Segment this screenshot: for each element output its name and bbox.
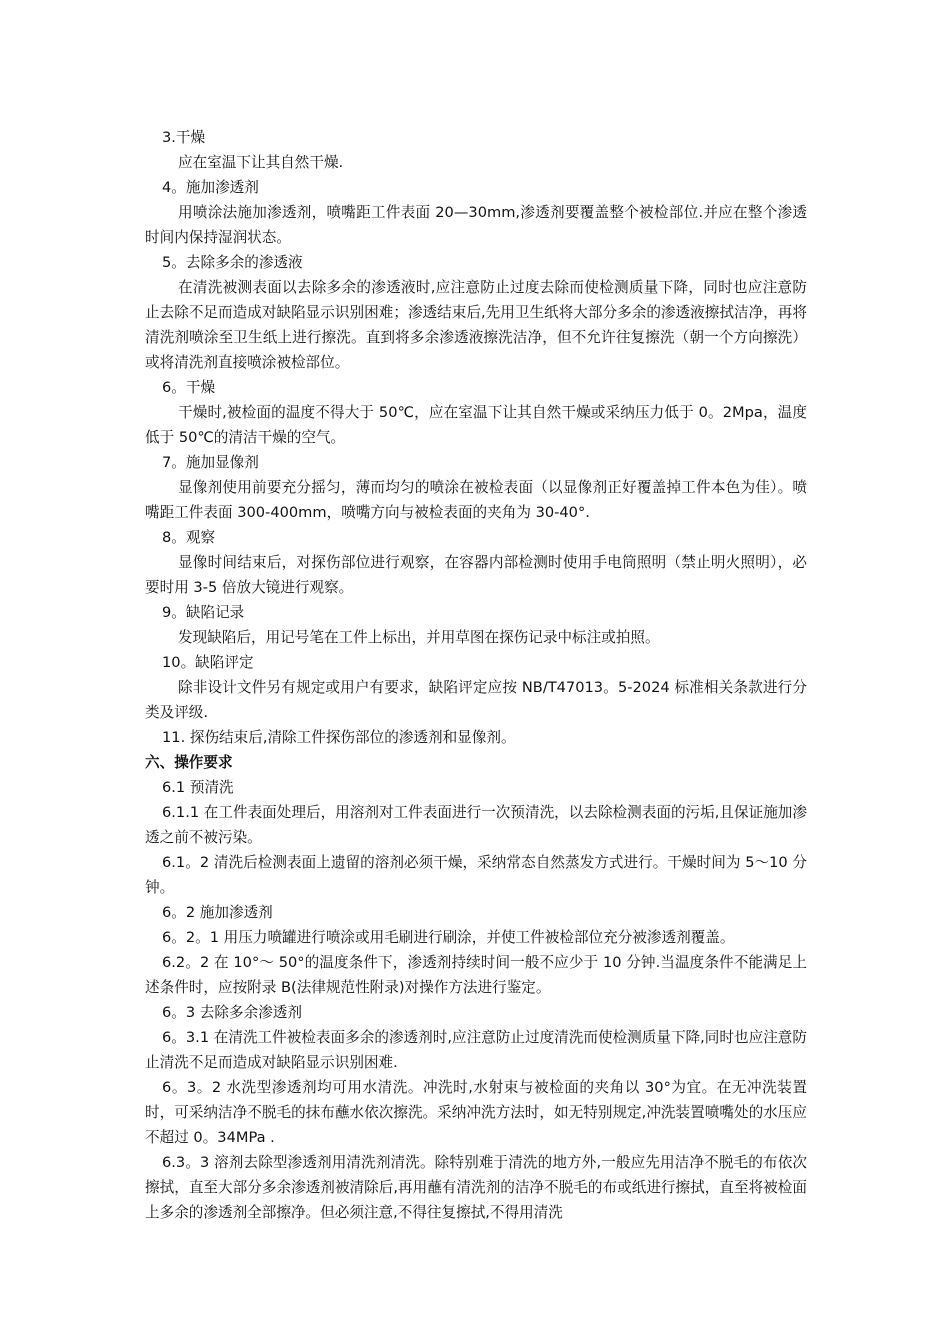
clause-6-1-1: 6.1.1 在工件表面处理后，用溶剂对工件表面进行一次预清洗，以去除检测表面的污垢,且保证施加渗透之前不被污染。	[145, 804, 807, 846]
item-8-heading: 8。观察	[162, 529, 216, 546]
item-9-body: 发现缺陷后，用记号笔在工件上标出，并用草图在探伤记录中标注或拍照。	[178, 629, 660, 646]
clause-6-3-1: 6。3.1 在清洗工件被检表面多余的渗透剂时,应注意防止过度清洗而使检测质量下降,同时也应注意防止清洗不足而造成对缺陷显示识别困难.	[145, 1029, 807, 1071]
item-5-heading: 5。去除多余的渗透液	[162, 254, 303, 271]
item-7-heading: 7。施加显像剂	[162, 454, 259, 471]
clause-6-2-1: 6。2。1 用压力喷罐进行喷涂或用毛刷进行刷涂，并使工件被检部位充分被渗透剂覆盖。	[162, 929, 735, 946]
item-10-heading: 10。缺陷评定	[162, 654, 254, 671]
clause-6-1-2: 6.1。2 清洗后检测表面上遗留的溶剂必须干燥，采纳常态自然蒸发方式进行。干燥时间为 5～10 分钟。	[145, 854, 807, 896]
subsection-6-1-heading: 6.1 预清洗	[162, 779, 234, 796]
section-6-heading: 六、操作要求	[145, 754, 233, 771]
item-8-body: 显像时间结束后，对探伤部位进行观察，在容器内部检测时使用手电筒照明（禁止明火照明），必要时用 3-5 倍放大镜进行观察。	[145, 554, 807, 596]
item-9-heading: 9。缺陷记录	[162, 604, 245, 621]
item-3-body: 应在室温下让其自然干燥.	[178, 154, 344, 171]
document-page	[145, 125, 807, 1225]
clause-6-2-2: 6.2。2 在 10°～ 50°的温度条件下，渗透剂持续时间一般不应少于 10 分钟.当温度条件不能满足上述条件时，应按附录 B(法律规范性附录)对操作方法进行鉴定。	[145, 954, 807, 996]
item-5-body: 在清洗被测表面以去除多余的渗透液时,应注意防止过度去除而使检测质量下降，同时也应注意防止去除不足而造成对缺陷显示识别困难；渗透结束后,先用卫生纸将大部分多余的渗透液擦拭洁净，再将清洗剂喷涂至卫生纸上进行擦洗。直到将多余渗透液擦洗洁净，但不允许往复擦洗（朝一个方向擦洗）或将清洗剂直接喷涂被检部位。	[145, 279, 807, 371]
item-3-heading: 3.干燥	[162, 129, 206, 146]
subsection-6-3-heading: 6。3 去除多余渗透剂	[162, 1004, 302, 1021]
item-4-heading: 4。施加渗透剂	[162, 179, 259, 196]
item-10-body: 除非设计文件另有规定或用户有要求，缺陷评定应按 NB/T47013。5-2024 标准相关条款进行分类及评级.	[145, 679, 807, 721]
item-4-body: 用喷涂法施加渗透剂，喷嘴距工件表面 20—30mm,渗透剂要覆盖整个被检部位.并应在整个渗透时间内保持湿润状态。	[145, 204, 807, 246]
item-6-heading: 6。干燥	[162, 379, 216, 396]
item-11-text: 11. 探伤结束后,清除工件探伤部位的渗透剂和显像剂。	[162, 729, 516, 746]
clause-6-3-3: 6.3。3 溶剂去除型渗透剂用清洗剂清洗。除特别难于清洗的地方外,一般应先用洁净不脱毛的布依次擦拭，直至大部分多余渗透剂被清除后,再用蘸有清洗剂的洁净不脱毛的布或纸进行擦拭，直至将被检面上多余的渗透剂全部擦净。但必须注意,不得往复擦拭,不得用清洗	[145, 1154, 807, 1221]
subsection-6-2-heading: 6。2 施加渗透剂	[162, 904, 273, 921]
item-6-body: 干燥时,被检面的温度不得大于 50℃，应在室温下让其自然干燥或采纳压力低于 0。2Mpa，温度低于 50℃的清洁干燥的空气。	[145, 404, 807, 446]
item-7-body: 显像剂使用前要充分摇匀，薄而均匀的喷涂在被检表面（以显像剂正好覆盖掉工件本色为佳）。喷嘴距工件表面 300-400mm，喷嘴方向与被检表面的夹角为 30-40°.	[145, 479, 807, 521]
clause-6-3-2: 6。3。2 水洗型渗透剂均可用水清洗。冲洗时,水射束与被检面的夹角以 30°为宜。在无冲洗装置时，可采纳洁净不脱毛的抹布蘸水依次擦洗。采纳冲洗方法时，如无特别规定,冲洗装置喷嘴处的水压应不超过 0。34MPa .	[145, 1079, 807, 1146]
